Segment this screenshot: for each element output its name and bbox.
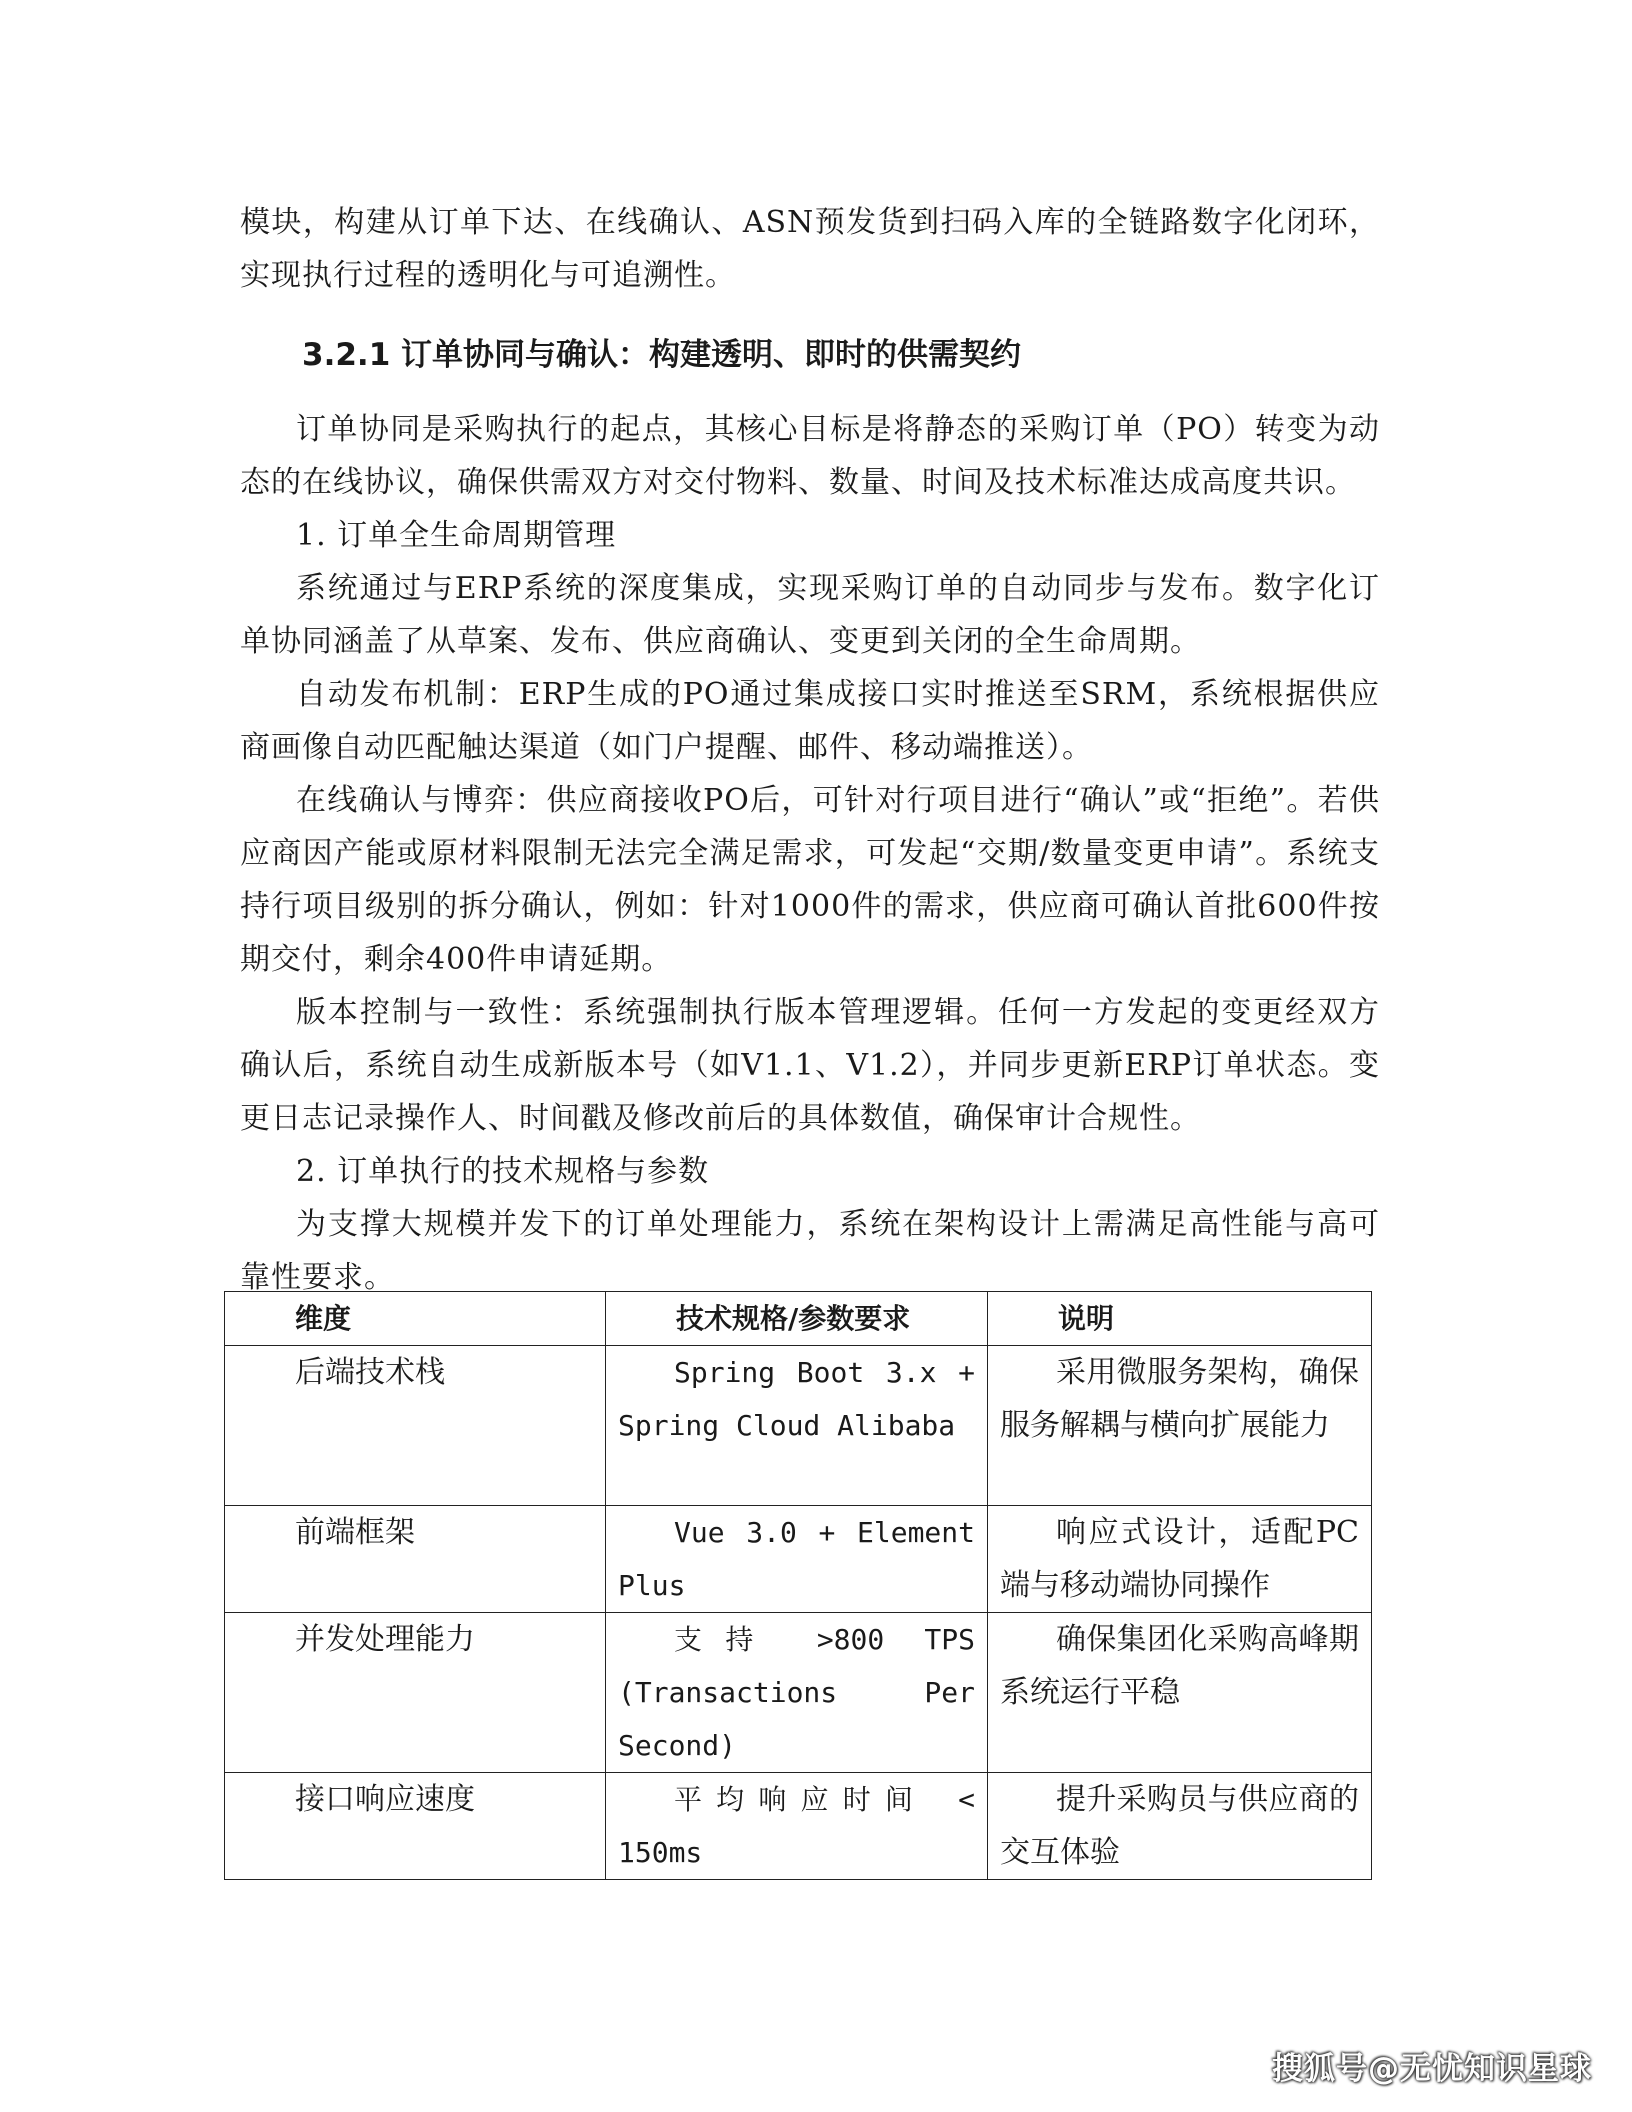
cell-note: 采用微服务架构，确保服务解耦与横向扩展能力 (988, 1346, 1372, 1506)
cell-dimension: 后端技术栈 (225, 1346, 606, 1506)
document-body (240, 196, 1380, 1304)
paragraph-tech-intro: 为支撑大规模并发下的订单处理能力，系统在架构设计上需满足高性能与高可靠性要求。 (240, 1207, 1380, 1295)
table-row (225, 1506, 1372, 1613)
cell-note: 确保集团化采购高峰期系统运行平稳 (988, 1613, 1372, 1773)
header-note: 说明 (988, 1292, 1372, 1346)
cell-dimension: 并发处理能力 (225, 1613, 606, 1773)
cell-spec: 支持 >800 TPS (Transactions Per Second) (606, 1613, 988, 1773)
paragraph-auto-publish: 自动发布机制：ERP生成的PO通过集成接口实时推送至SRM，系统根据供应商画像自动匹配触达渠道（如门户提醒、邮件、移动端推送）。 (240, 677, 1380, 765)
source-watermark: 搜狐号@无忧知识星球 (1272, 2051, 1592, 2087)
table-row (225, 1346, 1372, 1506)
table-row (225, 1613, 1372, 1773)
cell-note: 提升采购员与供应商的交互体验 (988, 1773, 1372, 1880)
tech-spec-table (224, 1291, 1372, 1880)
table-row (225, 1773, 1372, 1880)
paragraph-online-confirm: 在线确认与博弈：供应商接收PO后，可针对行项目进行“确认”或“拒绝”。若供应商因产能或原材料限制无法完全满足需求，可发起“交期/数量变更申请”。系统支持行项目级别的拆分确认，例如：针对1000件的需求，供应商可确认首批600件按期交付，剩余400件申请延期。 (240, 783, 1380, 977)
subheading-lifecycle: 1. 订单全生命周期管理 (296, 518, 617, 553)
paragraph-lifecycle: 系统通过与ERP系统的深度集成，实现采购订单的自动同步与发布。数字化订单协同涵盖了从草案、发布、供应商确认、变更到关闭的全生命周期。 (240, 571, 1380, 659)
cell-dimension: 前端框架 (225, 1506, 606, 1613)
cell-spec: 平均响应时间 < 150ms (606, 1773, 988, 1880)
cell-note: 响应式设计，适配PC端与移动端协同操作 (988, 1506, 1372, 1613)
section-heading: 3.2.1 订单协同与确认：构建透明、即时的供需契约 (302, 337, 1022, 373)
table-header-row (225, 1292, 1372, 1346)
subheading-tech-specs: 2. 订单执行的技术规格与参数 (296, 1154, 710, 1189)
paragraph-version-control: 版本控制与一致性：系统强制执行版本管理逻辑。任何一方发起的变更经双方确认后，系统自动生成新版本号（如V1.1、V1.2），并同步更新ERP订单状态。变更日志记录操作人、时间戳及修改前后的具体数值，确保审计合规性。 (240, 995, 1380, 1136)
header-spec: 技术规格/参数要求 (606, 1292, 988, 1346)
header-dimension: 维度 (225, 1292, 606, 1346)
intro-paragraph: 模块，构建从订单下达、在线确认、ASN预发货到扫码入库的全链路数字化闭环，实现执行过程的透明化与可追溯性。 (240, 205, 1380, 293)
paragraph-overview: 订单协同是采购执行的起点，其核心目标是将静态的采购订单（PO）转变为动态的在线协议，确保供需双方对交付物料、数量、时间及技术标准达成高度共识。 (240, 412, 1380, 500)
cell-spec: Spring Boot 3.x + Spring Cloud Alibaba (606, 1346, 988, 1506)
cell-spec: Vue 3.0 + Element Plus (606, 1506, 988, 1613)
cell-dimension: 接口响应速度 (225, 1773, 606, 1880)
